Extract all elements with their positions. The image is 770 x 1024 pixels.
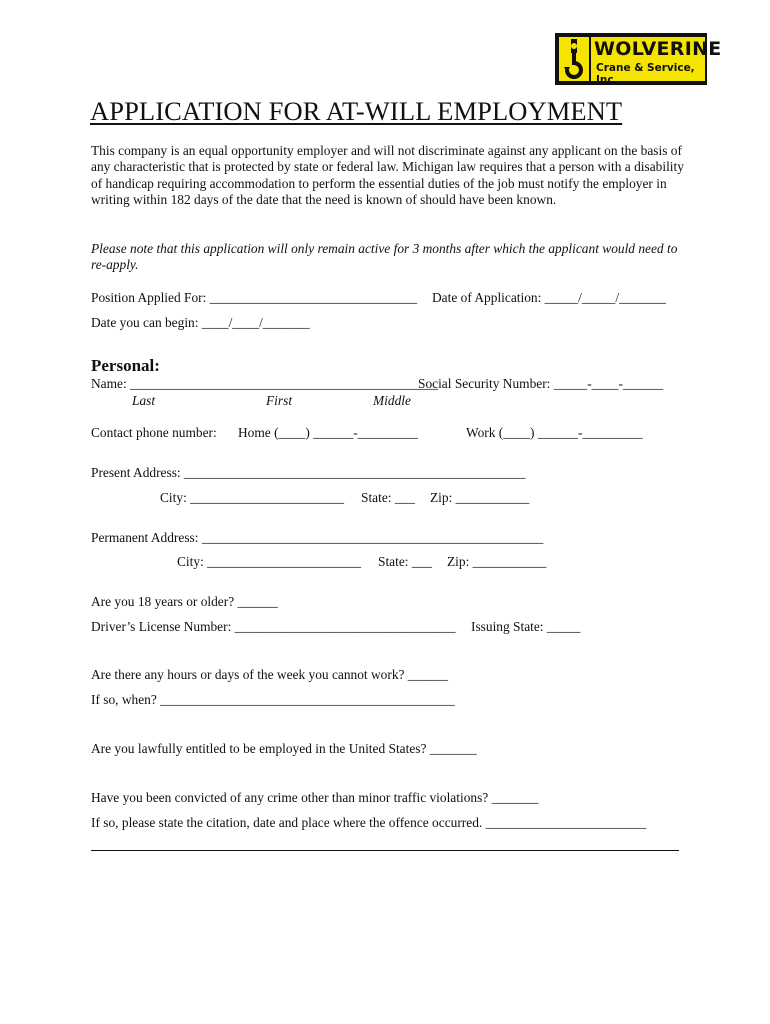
- permanent-city-field[interactable]: City: _______________________: [177, 554, 362, 569]
- present-city-field[interactable]: City: _______________________: [160, 490, 345, 505]
- logo-tagline: Crane & Service, Inc.: [596, 62, 695, 86]
- drivers-license-field[interactable]: Driver’s License Number: _________________________________: [91, 619, 456, 634]
- logo-brand: WOLVERINE: [594, 38, 722, 60]
- last-name-caption: Last: [132, 393, 156, 408]
- date-of-application-field[interactable]: Date of Application: _____/_____/_______: [432, 290, 666, 305]
- position-applied-field[interactable]: Position Applied For: _______________________________: [91, 290, 418, 305]
- page-title: APPLICATION FOR AT-WILL EMPLOYMENT: [90, 96, 623, 126]
- lawfully-entitled-field[interactable]: Are you lawfully entitled to be employed in the United States? _______: [91, 741, 477, 756]
- permanent-zip-field[interactable]: Zip: ___________: [447, 554, 547, 569]
- ssn-field[interactable]: Social Security Number: _____-____-______: [418, 376, 664, 391]
- convicted-question-field[interactable]: Have you been convicted of any crime other than minor traffic violations? _______: [91, 790, 539, 805]
- permanent-address-field[interactable]: Permanent Address: ___________________________________________________: [91, 530, 544, 545]
- company-logo: [555, 33, 722, 86]
- citation-answer-line[interactable]: [91, 850, 679, 851]
- present-state-field[interactable]: State: ___: [361, 490, 415, 505]
- crane-hook-icon: [559, 37, 589, 81]
- permanent-state-field[interactable]: State: ___: [378, 554, 432, 569]
- middle-name-caption: Middle: [373, 393, 411, 408]
- present-address-field[interactable]: Present Address: ___________________________________________________: [91, 465, 526, 480]
- age-question-field[interactable]: Are you 18 years or older? ______: [91, 594, 278, 609]
- logo-band: [591, 37, 722, 86]
- work-phone-field[interactable]: Work (____) ______-_________: [466, 425, 643, 440]
- contact-phone-label: Contact phone number:: [91, 425, 217, 440]
- first-name-caption: First: [266, 393, 293, 408]
- date-can-begin-field[interactable]: Date you can begin: ____/____/_______: [91, 315, 310, 330]
- name-field[interactable]: Name: ______________________________________________: [91, 376, 439, 391]
- reapply-note: Please note that this application will only remain active for 3 months after which the applicant would need to re-apply.: [91, 241, 678, 273]
- present-zip-field[interactable]: Zip: ___________: [430, 490, 530, 505]
- personal-section-heading: Personal:: [91, 356, 160, 375]
- issuing-state-field[interactable]: Issuing State: _____: [471, 619, 581, 634]
- equal-opportunity-paragraph: This company is an equal opportunity employer and will not discriminate against any applicant on the basis of any characteristic that is protected by state or federal law. Michigan law requires that a person with a disability of handicap requiring accommodation to perform the essential duties of the job must notify the employer in writing within 182 days of the date that the need is known of should have been known.: [91, 143, 684, 207]
- hours-unavailable-field[interactable]: Are there any hours or days of the week you cannot work? ______: [91, 667, 448, 682]
- if-so-when-field[interactable]: If so, when? ____________________________________________: [91, 692, 455, 707]
- citation-details-field[interactable]: If so, please state the citation, date and place where the offence occurred. ________________________: [91, 815, 647, 830]
- home-phone-field[interactable]: Home (____) ______-_________: [238, 425, 419, 440]
